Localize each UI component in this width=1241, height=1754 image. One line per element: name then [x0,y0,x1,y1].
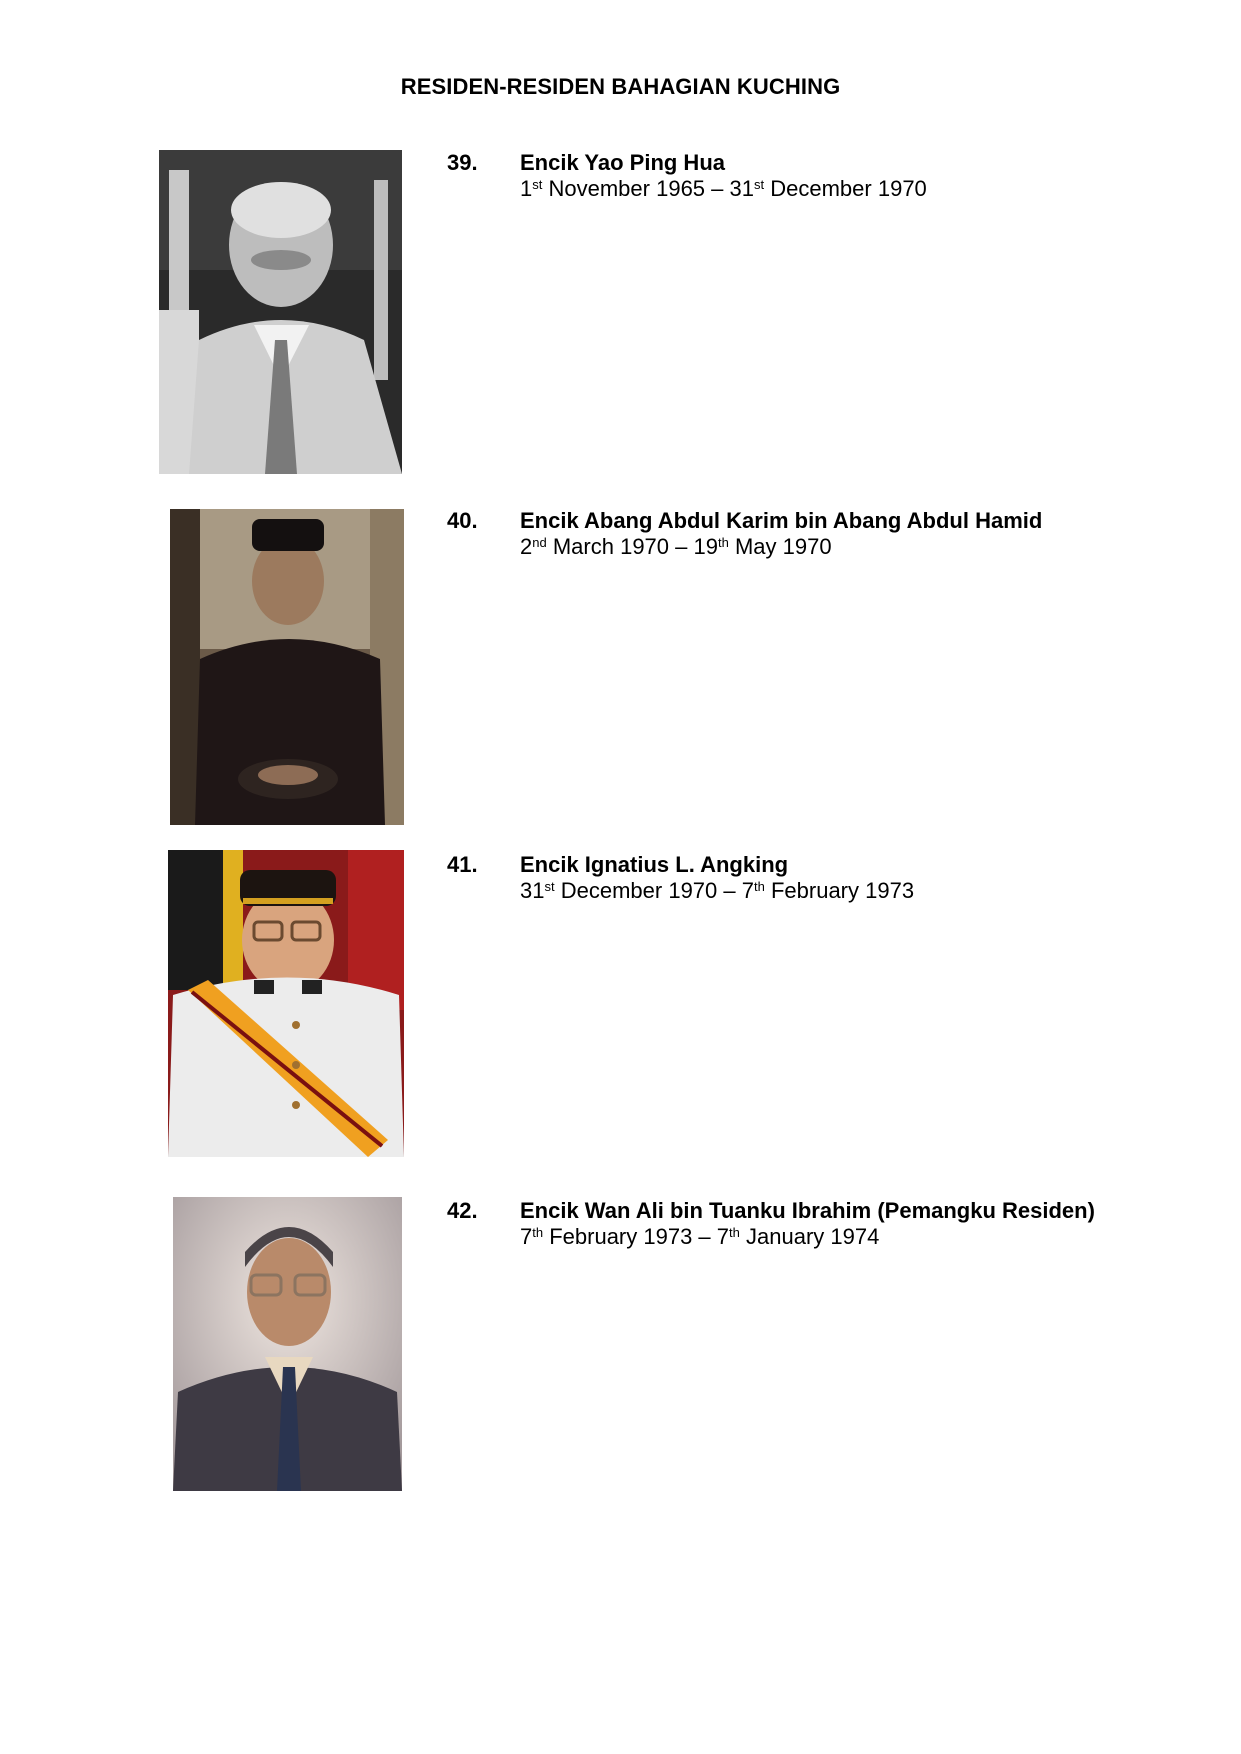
resident-name: Encik Yao Ping Hua [520,150,725,175]
resident-name: Encik Ignatius L. Angking [520,852,789,877]
entry-number: 39. [447,150,478,175]
term-dates: 7th February 1973 – 7th January 1974 [520,1224,880,1249]
resident-name: Encik Abang Abdul Karim bin Abang Abdul Hamid [520,508,1043,533]
portrait-photo-42 [173,1197,402,1491]
page-title: RESIDEN-RESIDEN BAHAGIAN KUCHING [400,74,841,99]
term-dates: 31st December 1970 – 7th February 1973 [520,878,915,903]
entry-number: 42. [447,1198,478,1223]
portrait-photo-40 [170,509,404,825]
entry-number: 40. [447,508,478,533]
entry-number: 41. [447,852,478,877]
portrait-photo-41 [168,850,404,1157]
portrait-photo-39 [159,150,402,474]
term-dates: 2nd March 1970 – 19th May 1970 [520,534,832,559]
resident-name: Encik Wan Ali bin Tuanku Ibrahim (Pemangku Residen) [520,1198,1095,1223]
term-dates: 1st November 1965 – 31st December 1970 [520,176,927,201]
